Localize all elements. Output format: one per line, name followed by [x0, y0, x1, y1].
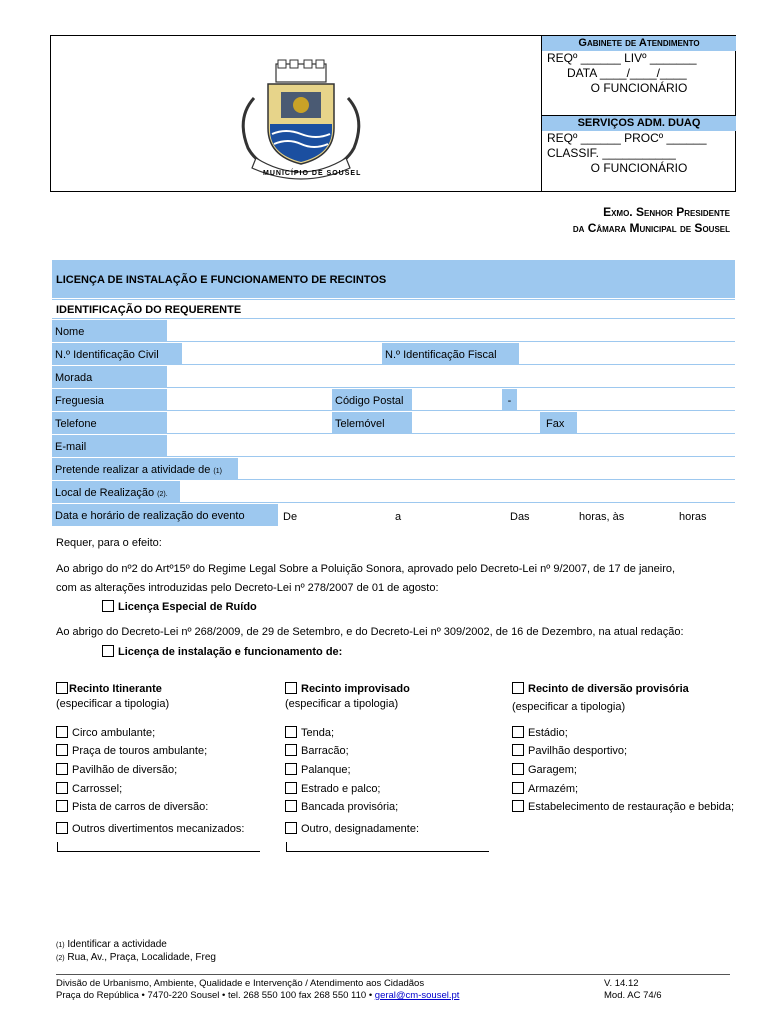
col3-item-label: Armazém; — [528, 783, 579, 795]
morada-label: Morada — [52, 366, 167, 388]
col3-item-checkbox[interactable] — [512, 763, 524, 775]
row-freguesia — [52, 389, 735, 412]
servicos-panel — [542, 115, 736, 176]
requer-text: Requer, para o efeito: — [56, 537, 162, 549]
licenca-ruido-option[interactable] — [102, 600, 257, 613]
col2-item[interactable] — [285, 726, 334, 739]
col3-item[interactable] — [512, 782, 578, 795]
addressee-line-2: da Câmara Municipal de Sousel — [572, 221, 730, 235]
form-title: LICENÇA DE INSTALAÇÃO E FUNCIONAMENTO DE RECINTOS — [56, 274, 387, 286]
col2-item-checkbox[interactable] — [285, 782, 297, 794]
footer-address: Praça do República • 7470-220 Sousel • tel. 268 550 100 fax 268 550 110 • — [56, 990, 373, 1001]
col2-item-checkbox[interactable] — [285, 822, 297, 834]
nome-input[interactable] — [167, 320, 735, 342]
col3-item-label: Estádio; — [528, 727, 568, 739]
col3-item-checkbox[interactable] — [512, 782, 524, 794]
freguesia-input[interactable] — [167, 389, 332, 411]
col2-item[interactable] — [285, 744, 349, 757]
col1-item-checkbox[interactable] — [56, 726, 68, 738]
col2-item-label: Estrado e palco; — [301, 783, 381, 795]
col1-title-checkbox[interactable] — [56, 682, 68, 694]
col1-item-label: Carrossel; — [72, 783, 123, 795]
atividade-note: (1) — [213, 468, 222, 475]
col3-item[interactable] — [512, 744, 627, 757]
data-horario-input[interactable] — [278, 504, 735, 526]
col3-item-label: Estabelecimento de restauração e bebida; — [528, 801, 735, 813]
col1-item[interactable] — [56, 800, 208, 813]
nome-label: Nome — [52, 320, 167, 342]
licenca-ruido-label: Licença Especial de Ruído — [118, 601, 257, 613]
email-label: E-mail — [52, 435, 167, 457]
row-ids — [52, 343, 735, 366]
col1-title-option[interactable] — [56, 682, 162, 695]
para2-text: Ao abrigo do Decreto-Lei nº 268/2009, de 29 de Setembro, e do Decreto-Lei nº 309/2002, de 16 de Dezembro, na atual redação: — [56, 626, 684, 638]
footer-divider — [56, 974, 730, 975]
col1-item-label: Pista de carros de diversão: — [72, 801, 209, 813]
col3-title-checkbox[interactable] — [512, 682, 524, 694]
col3-subtitle: (especificar a tipologia) — [512, 701, 626, 713]
codigo-postal-label: Código Postal — [332, 389, 412, 411]
addressee-line-1: Exmo. Senhor Presidente — [603, 205, 730, 219]
row-telefone — [52, 412, 735, 435]
col1-item-checkbox[interactable] — [56, 782, 68, 794]
col3-item-checkbox[interactable] — [512, 800, 524, 812]
form-title-bar — [52, 260, 735, 298]
col1-item[interactable] — [56, 726, 155, 739]
morada-input[interactable] — [167, 366, 735, 388]
id-civil-label: N.º Identificação Civil — [52, 343, 182, 365]
col1-item[interactable] — [56, 744, 207, 757]
atividade-label — [52, 458, 238, 480]
col2-title-checkbox[interactable] — [285, 682, 297, 694]
col3-item-checkbox[interactable] — [512, 726, 524, 738]
atividade-label-text: Pretende realizar a atividade de — [55, 464, 211, 476]
id-fiscal-label: N.º Identificação Fiscal — [382, 343, 519, 365]
col2-title: Recinto improvisado — [301, 683, 410, 695]
de-label: De — [283, 511, 298, 523]
col2-item-label: Palanque; — [301, 764, 351, 776]
col2-item-label: Bancada provisória; — [301, 801, 399, 813]
col1-item-checkbox[interactable] — [56, 800, 68, 812]
horas-label: horas — [679, 511, 707, 523]
das-label: Das — [510, 511, 530, 523]
gabinete-title: Gabinete de Atendimento — [542, 36, 736, 51]
col2-item-checkbox[interactable] — [285, 800, 297, 812]
col2-item-label: Barracão; — [301, 745, 349, 757]
footnote-1 — [56, 939, 167, 950]
col1-item-checkbox[interactable] — [56, 822, 68, 834]
col3-item-label: Pavilhão desportivo; — [528, 745, 628, 757]
freguesia-label: Freguesia — [52, 389, 167, 411]
local-label — [52, 481, 180, 503]
row-email — [52, 435, 735, 458]
id-civil-input[interactable] — [182, 343, 382, 365]
horas-as-label: horas, às — [579, 511, 625, 523]
col1-item-checkbox[interactable] — [56, 763, 68, 775]
col2-title-option[interactable] — [285, 682, 410, 695]
col3-item[interactable] — [512, 763, 577, 776]
codigo-postal-dash: - — [502, 389, 517, 411]
row-data-horario — [52, 504, 735, 526]
licenca-instalacao-checkbox[interactable] — [102, 645, 114, 657]
col3-item[interactable] — [512, 800, 734, 813]
gabinete-line-2: DATA ____/____/____ — [567, 66, 687, 80]
telefone-input[interactable] — [167, 412, 332, 434]
licenca-instalacao-option[interactable] — [102, 645, 342, 658]
header-box — [50, 35, 736, 192]
servicos-line-1: REQº ______ PROCº ______ — [547, 131, 707, 145]
fax-input[interactable] — [577, 412, 735, 434]
col1-item-label: Circo ambulante; — [72, 727, 156, 739]
col2-item-checkbox[interactable] — [285, 763, 297, 775]
footer-line-1: Divisão de Urbanismo, Ambiente, Qualidade e Intervenção / Atendimento aos Cidadãos — [56, 978, 425, 989]
col1-item[interactable] — [56, 763, 177, 776]
footnote-2 — [56, 952, 216, 963]
section-header — [52, 299, 735, 319]
data-horario-label: Data e horário de realização do evento — [52, 504, 278, 526]
col2-item[interactable] — [285, 763, 351, 776]
col1-item[interactable] — [56, 822, 244, 835]
fax-label: Fax — [540, 412, 577, 434]
licenca-ruido-checkbox[interactable] — [102, 600, 114, 612]
row-atividade — [52, 458, 735, 481]
col2-item-checkbox[interactable] — [285, 726, 297, 738]
telemovel-label: Telemóvel — [332, 412, 412, 434]
col2-item[interactable] — [285, 800, 398, 813]
id-fiscal-input[interactable] — [519, 343, 735, 365]
codigo-postal-input-1[interactable] — [412, 389, 502, 411]
gabinete-line-3: O FUNCIONÁRIO — [590, 81, 688, 95]
col1-item-label: Pavilhão de diversão; — [72, 764, 178, 776]
atividade-input[interactable] — [238, 458, 735, 480]
servicos-line-2: CLASSIF. ___________ — [547, 146, 676, 160]
servicos-line-3: O FUNCIONÁRIO — [590, 161, 688, 175]
footer-email-link[interactable]: geral@cm-sousel.pt — [374, 990, 460, 1001]
local-label-text: Local de Realização — [55, 487, 155, 499]
col1-item[interactable] — [56, 782, 122, 795]
telemovel-input[interactable] — [412, 412, 540, 434]
footer-line-2 — [56, 990, 459, 1001]
col2-item-checkbox[interactable] — [285, 744, 297, 756]
footer-version: V. 14.12 — [604, 978, 639, 989]
col2-subtitle: (especificar a tipologia) — [285, 698, 399, 710]
col2-item[interactable] — [285, 782, 381, 795]
municipal-crest-logo — [226, 58, 376, 182]
section-title: IDENTIFICAÇÃO DO REQUERENTE — [56, 304, 242, 316]
para1-line-2: com as alterações introduzidas pelo Decreto-Lei nº 278/2007 de 01 de agosto: — [56, 582, 439, 594]
footer-mod: Mod. AC 74/6 — [604, 990, 662, 1001]
col2-item-label: Outro, designadamente: — [301, 823, 420, 835]
col2-item-label: Tenda; — [301, 727, 335, 739]
col2-specify-line[interactable] — [286, 842, 489, 852]
col3-item[interactable] — [512, 726, 568, 739]
row-nome — [52, 320, 735, 343]
a-label: a — [395, 511, 402, 523]
col3-title-option[interactable] — [512, 682, 689, 695]
local-input[interactable] — [180, 481, 735, 503]
codigo-postal-input-2[interactable] — [517, 389, 735, 411]
footnote-1-mark: (1) — [56, 942, 65, 949]
telefone-label: Telefone — [52, 412, 167, 434]
col1-subtitle: (especificar a tipologia) — [56, 698, 170, 710]
col1-title: Recinto Itinerante — [69, 683, 162, 695]
footnote-1-text: Identificar a actividade — [67, 939, 167, 950]
servicos-title: SERVIÇOS ADM. DUAQ — [542, 116, 736, 131]
col1-specify-line[interactable] — [57, 842, 260, 852]
row-morada — [52, 366, 735, 389]
para1-line-1: Ao abrigo do nº2 do Artº15º do Regime Legal Sobre a Poluição Sonora, aprovado pelo Decreto-Lei nº 9/2007, de 17 de janeiro, — [56, 563, 676, 575]
col1-item-label: Praça de touros ambulante; — [72, 745, 208, 757]
email-input[interactable] — [167, 435, 735, 457]
logo-area — [51, 36, 542, 191]
gabinete-panel — [542, 36, 736, 96]
col2-item[interactable] — [285, 822, 419, 835]
col1-item-checkbox[interactable] — [56, 744, 68, 756]
local-note: (2). — [157, 491, 168, 498]
col3-title: Recinto de diversão provisória — [528, 683, 689, 695]
row-local — [52, 481, 735, 504]
col3-item-label: Garagem; — [528, 764, 577, 776]
col1-item-label: Outros divertimentos mecanizados: — [72, 823, 245, 835]
footnote-2-text: Rua, Av., Praça, Localidade, Freg — [67, 952, 216, 963]
logo-text: MUNICÍPIO DE SOUSEL — [263, 170, 362, 177]
footnote-2-mark: (2) — [56, 955, 65, 962]
gabinete-line-1: REQº ______ LIVº _______ — [547, 51, 697, 65]
col3-item-checkbox[interactable] — [512, 744, 524, 756]
licenca-instalacao-label: Licença de instalação e funcionamento de: — [118, 646, 343, 658]
